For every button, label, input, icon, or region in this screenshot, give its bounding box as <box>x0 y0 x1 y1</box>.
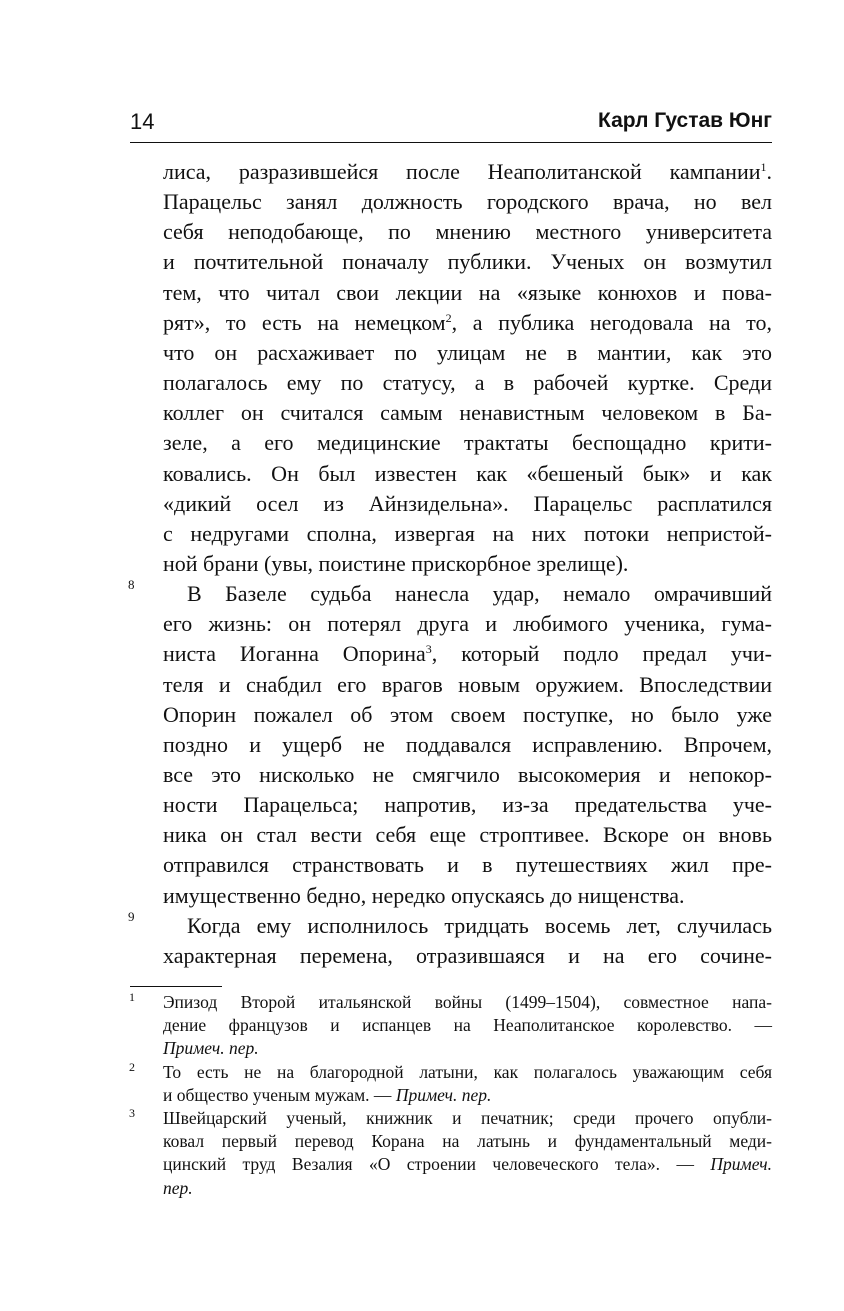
text-segment: Швейцарский ученый, книжник и печатник; среди прочего опубли- <box>163 1108 772 1128</box>
text-segment: тем, что читал свои лекции на «языке конюхов и пова- <box>163 279 772 305</box>
text-line <box>163 730 772 760</box>
text-segment: ности Парацельса; напротив, из-за предательства уче- <box>163 792 772 818</box>
text-line <box>163 549 772 579</box>
text-segment: имущественно бедно, нередко опускаясь до нищенства. <box>163 882 685 908</box>
text-line <box>163 700 772 730</box>
running-title: Карл Густав Юнг <box>598 109 772 132</box>
note-attribution: Примеч. <box>710 1154 772 1175</box>
text-segment: и общество ученым мужам. — <box>163 1084 396 1105</box>
text-line <box>163 519 772 549</box>
text-line <box>163 820 772 850</box>
text-line <box>187 911 772 941</box>
text-segment: ниста Иоганна Опорина <box>163 641 426 667</box>
text-line <box>163 278 772 308</box>
margin-paragraph-number: 8 <box>128 577 135 593</box>
text-line <box>163 760 772 790</box>
text-segment: его жизнь: он потерял друга и любимого ученика, гума- <box>163 611 772 637</box>
footnote-line <box>163 1107 772 1130</box>
footnote-line <box>163 991 772 1014</box>
footnote-ref: 1 <box>760 160 767 174</box>
text-segment: ковались. Он был известен как «бешеный бык» и как <box>163 460 772 486</box>
text-line <box>163 428 772 458</box>
text-segment: отправился странствовать и в путешествиях жил пре- <box>163 852 772 878</box>
text-segment: характерная перемена, отразившаяся и на его сочине- <box>163 942 772 968</box>
footnote-line <box>163 1130 772 1153</box>
text-line <box>163 398 772 428</box>
text-line <box>163 157 772 187</box>
text-segment: «дикий осел из Айнзидельна». Парацельс расплатился <box>163 490 772 516</box>
text-segment: коллег он считался самым ненавистным человеком в Ба- <box>163 400 772 426</box>
text-line <box>163 338 772 368</box>
text-segment: теля и снабдил его врагов новым оружием. Впоследствии <box>163 671 772 697</box>
text-segment: и почтительной поначалу публики. Ученых он возмутил <box>163 249 772 275</box>
text-line <box>163 670 772 700</box>
footnote-number: 3 <box>129 1106 135 1120</box>
text-segment: поздно и ущерб не поддавался исправлению. Впрочем, <box>163 731 772 757</box>
footnote-line <box>163 1037 772 1060</box>
text-segment: лиса, разразившейся после Неаполитанской кампании <box>163 159 761 184</box>
margin-paragraph-number: 9 <box>128 908 135 924</box>
note-attribution: Примеч. пер. <box>395 1084 492 1105</box>
note-attribution: пер. <box>163 1177 193 1198</box>
footnote-line <box>163 1084 772 1107</box>
footnote-ref: 3 <box>425 642 432 657</box>
text-segment: рят», то есть на немецком <box>163 309 446 335</box>
text-segment: Когда ему исполнилось тридцать восемь лет, случилась <box>187 912 772 938</box>
text-segment: . <box>766 159 772 184</box>
text-line <box>163 639 772 669</box>
text-line <box>187 579 772 609</box>
text-line <box>163 489 772 519</box>
text-line <box>163 881 772 911</box>
text-segment: цинский труд Везалия «О строении человеческого тела». — <box>163 1154 711 1175</box>
footnote-line <box>163 1153 772 1176</box>
page-number: 14 <box>130 109 155 134</box>
footnote-line <box>163 1014 772 1037</box>
text-segment: Опорин пожалел об этом своем поступке, но было уже <box>163 701 772 727</box>
text-segment: все это нисколько не смягчило высокомерия и непокор- <box>163 762 772 787</box>
text-segment: В Базеле судьба нанесла удар, немало омрачивший <box>187 581 772 607</box>
text-line <box>163 187 772 217</box>
text-segment: ной брани (увы, поистине прискорбное зрелище). <box>163 550 629 576</box>
text-segment: что он расхаживает по улицам не в мантии, как это <box>163 339 772 365</box>
header-rule <box>130 142 772 143</box>
footnote-number: 2 <box>129 1059 135 1074</box>
footnote-line <box>163 1177 772 1200</box>
text-segment: , а публика негодовала на то, <box>451 309 772 335</box>
text-segment: Эпизод Второй итальянской войны (1499–1504), совместное напа- <box>163 992 772 1012</box>
footnote-ref: 2 <box>445 310 452 325</box>
text-segment: То есть не на благородной латыни, как полагалось уважающим себя <box>163 1061 772 1082</box>
footnote-line <box>163 1061 772 1084</box>
text-line <box>163 247 772 277</box>
text-line <box>163 850 772 880</box>
text-segment: Парацельс занял должность городского врача, но вел <box>163 189 772 215</box>
text-line <box>163 368 772 398</box>
text-segment: дение французов и испанцев на Неаполитанское королевство. — <box>163 1015 772 1036</box>
text-line <box>163 308 772 338</box>
text-segment: , который подло предал учи- <box>431 641 773 667</box>
text-segment: с недругами сполна, извергая на них потоки непристой- <box>163 520 772 546</box>
text-segment: полагалось ему по статусу, а в рабочей куртке. Среди <box>163 370 772 396</box>
footnote-rule <box>130 986 222 987</box>
text-line <box>163 217 772 247</box>
text-segment: ковал первый перевод Корана на латынь и фундаментальный меди- <box>163 1131 772 1152</box>
text-line <box>163 790 772 820</box>
text-segment: ника он стал вести себя еще строптивее. Вскоре он вновь <box>163 822 772 848</box>
text-line <box>163 609 772 639</box>
text-line <box>163 459 772 489</box>
text-segment: зеле, а его медицинские трактаты беспощадно крити- <box>163 430 772 456</box>
footnote-number: 1 <box>129 990 135 1004</box>
text-line <box>163 941 772 971</box>
note-attribution: Примеч. пер. <box>163 1038 259 1059</box>
text-segment: себя неподобающе, по мнению местного университета <box>163 219 772 245</box>
